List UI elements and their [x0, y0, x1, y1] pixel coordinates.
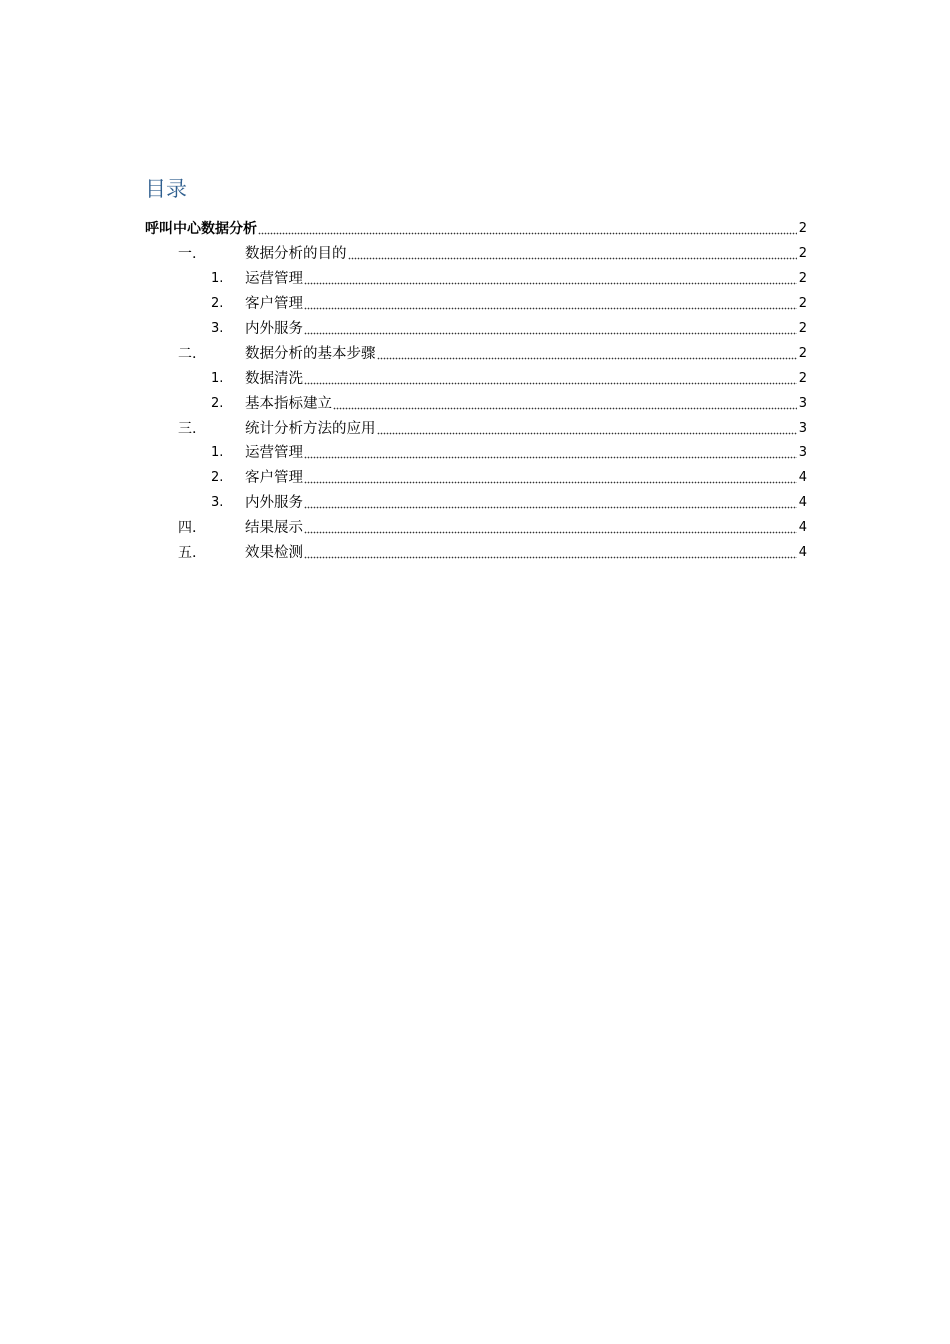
toc-entry[interactable] [145, 416, 807, 441]
dot-leader [304, 273, 797, 285]
toc-entry-number: 1. [211, 445, 224, 461]
toc-entry-text: 数据清洗 [245, 370, 303, 387]
toc-entry-page: 2 [798, 345, 807, 361]
toc-entry[interactable] [145, 366, 807, 391]
toc-entry-text: 效果检测 [245, 545, 303, 562]
toc-entry-number: 1. [211, 271, 224, 287]
toc-entry[interactable] [145, 391, 807, 416]
toc-entry-number: 2. [211, 395, 224, 411]
toc-entry-number: 1. [211, 370, 224, 386]
toc-entry-number: 二. [178, 345, 197, 362]
dot-leader [258, 223, 797, 235]
toc-entry-number: 一. [178, 246, 197, 263]
toc-entry[interactable] [145, 267, 807, 292]
toc-entry[interactable] [145, 541, 807, 566]
toc-entry-text: 内外服务 [245, 321, 303, 337]
toc-entry-page: 2 [798, 246, 807, 262]
dot-leader [304, 497, 797, 509]
toc-entry-text: 数据分析的目的 [245, 246, 347, 263]
dot-leader [304, 323, 797, 335]
toc-entry-page: 3 [798, 420, 807, 436]
toc-entry-text: 基本指标建立 [245, 395, 332, 412]
toc-entry-number: 三. [178, 420, 197, 437]
toc-entry[interactable] [145, 441, 807, 466]
toc-entry[interactable] [145, 317, 807, 342]
toc-entry[interactable] [145, 341, 807, 366]
dot-leader [304, 298, 797, 310]
toc-entry-text: 数据分析的基本步骤 [245, 345, 376, 362]
toc-entry-page: 4 [798, 520, 807, 536]
toc-entry-text: 运营管理 [245, 271, 303, 288]
toc-entry-page: 2 [798, 370, 807, 386]
toc-entry-text: 客户管理 [245, 296, 303, 313]
toc-entry[interactable] [145, 491, 807, 516]
toc-entry-text: 呼叫中心数据分析 [145, 221, 257, 238]
toc-entry-page: 2 [798, 221, 807, 237]
dot-leader [304, 547, 797, 559]
toc-entry-number: 五. [178, 545, 197, 562]
toc-entry-text: 运营管理 [245, 445, 303, 462]
toc-entry-text: 客户管理 [245, 470, 303, 487]
dot-leader [304, 373, 797, 385]
dot-leader [333, 398, 797, 410]
toc-entry-number: 2. [211, 296, 224, 312]
toc-entry-page: 3 [798, 395, 807, 411]
dot-leader [348, 248, 797, 260]
dot-leader [377, 423, 797, 435]
toc-entry[interactable] [145, 466, 807, 491]
toc-entry-number: 四. [178, 520, 197, 537]
dot-leader [304, 522, 797, 534]
toc-entry-number: 3. [211, 321, 224, 336]
toc-entry[interactable] [145, 292, 807, 317]
toc-entry-page: 2 [798, 271, 807, 287]
dot-leader [377, 348, 797, 360]
toc-entry-page: 4 [798, 470, 807, 486]
dot-leader [304, 447, 797, 459]
toc-entry-page: 4 [798, 545, 807, 561]
table-of-contents [145, 217, 807, 565]
toc-entry[interactable] [145, 242, 807, 267]
toc-entry-number: 3. [211, 495, 224, 511]
toc-title: 目录 [145, 177, 187, 201]
toc-entry-page: 2 [798, 321, 807, 336]
toc-entry[interactable] [145, 516, 807, 541]
toc-entry-text: 内外服务 [245, 495, 303, 512]
toc-entry[interactable] [145, 217, 807, 242]
toc-entry-page: 2 [798, 296, 807, 312]
toc-entry-text: 统计分析方法的应用 [245, 420, 376, 437]
dot-leader [304, 472, 797, 484]
toc-entry-page: 3 [798, 445, 807, 461]
toc-entry-text: 结果展示 [245, 520, 303, 537]
toc-entry-number: 2. [211, 470, 224, 486]
toc-entry-page: 4 [798, 495, 807, 511]
